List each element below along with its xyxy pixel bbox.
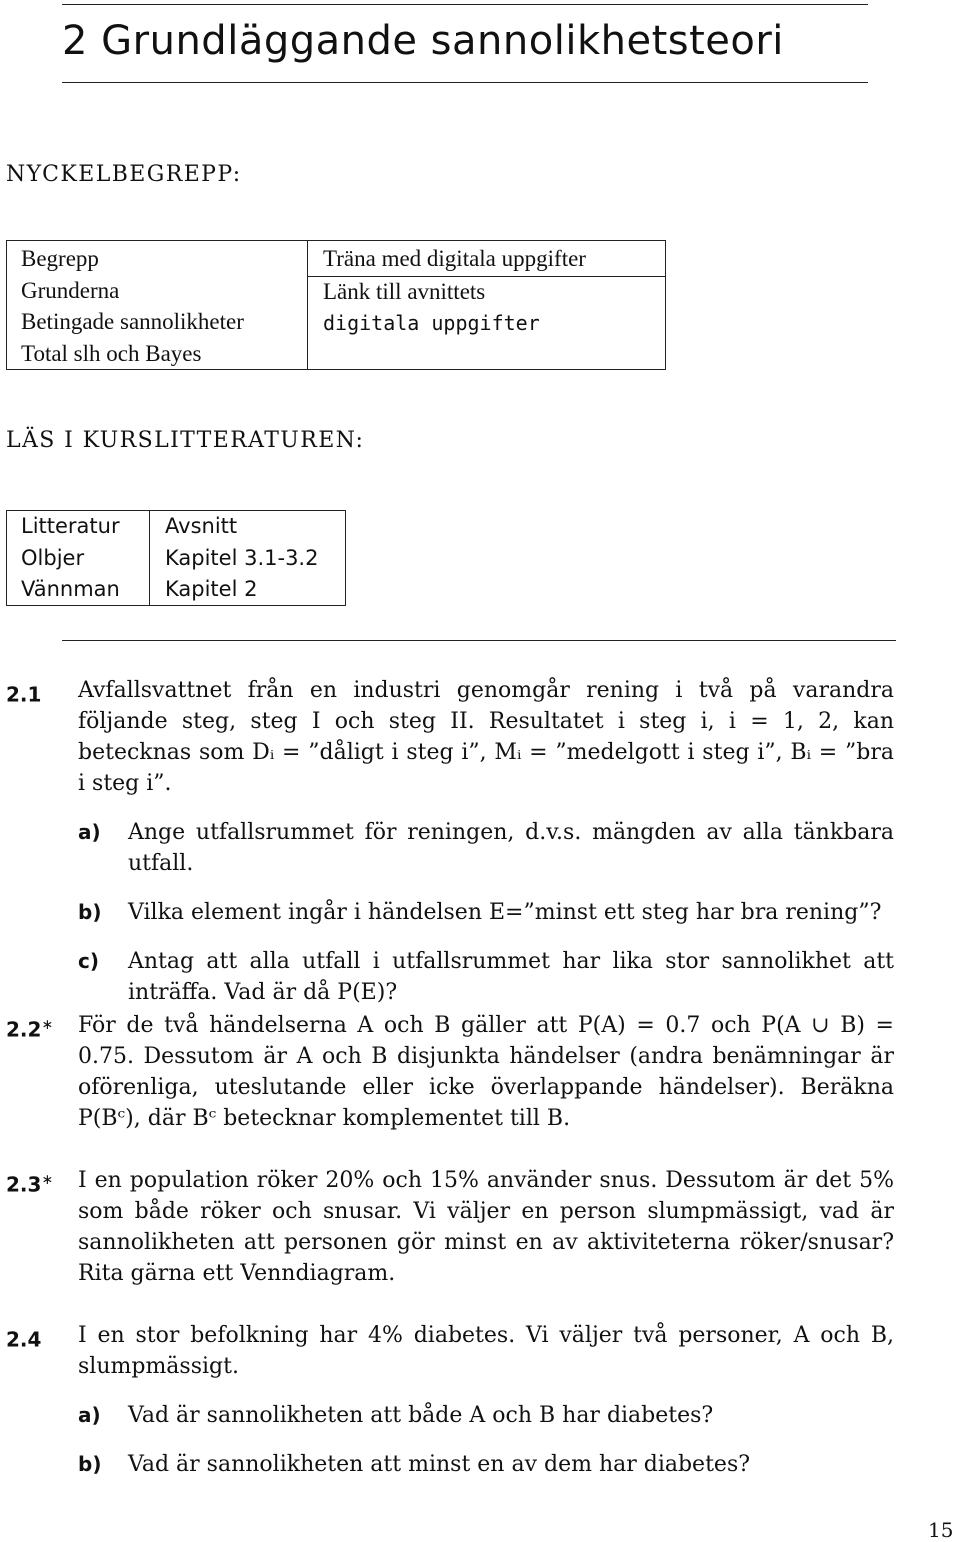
part-text: Antag att alla utfall i utfallsrummet har lika stor sannolikhet att inträffa. Vad är då P(E)? — [128, 949, 894, 1005]
part-text: Vad är sannolikheten att både A och B har diabetes? — [128, 1403, 714, 1428]
practice-label: Träna med digitala uppgifter — [323, 246, 586, 271]
table-cell-section: Kapitel 3.1-3.2 — [165, 545, 319, 570]
exercise-2-3 — [6, 1165, 894, 1289]
exercise-text: För de två händelserna A och B gäller att P(A) = 0.7 och P(A ∪ B) = 0.75. Dessutom är A och B disjunkta händelser (andra benämningar är oförenliga, uteslutande eller icke överlappande händelser). Beräkna P(Bᶜ), där Bᶜ betecknar komplementet till B. — [78, 1013, 894, 1131]
exercise-part-b — [78, 1449, 894, 1480]
practice-link[interactable]: digitala uppgifter — [323, 310, 540, 335]
exercise-text: I en stor befolkning har 4% diabetes. Vi väljer två personer, A och B, slumpmässigt. — [78, 1323, 894, 1379]
literature-heading: LÄS I KURSLITTERATUREN: — [6, 428, 365, 453]
exercise-part-c — [78, 946, 894, 1008]
table-header-litteratur: Litteratur — [21, 514, 120, 538]
exercise-2-2 — [6, 1010, 894, 1134]
exercise-text: Avfallsvattnet från en industri genomgår rening i två på varandra följande steg, steg I och steg II. Resultatet i steg i, i = 1, 2, kan betecknas som Dᵢ = ”dåligt i steg i”, Mᵢ = ”medelgott i steg i”, Bᵢ = ”bra i steg i”. — [78, 678, 894, 796]
table-header-avsnitt: Avsnitt — [165, 514, 238, 538]
part-label: a) — [78, 820, 101, 844]
part-label: b) — [78, 900, 102, 924]
part-label: b) — [78, 1452, 102, 1476]
title-rule — [62, 82, 868, 83]
literature-section-col — [165, 511, 318, 605]
exercise-part-a — [78, 1400, 894, 1431]
exercise-number: 2.3∗ — [6, 1172, 54, 1197]
exercise-text: I en population röker 20% och 15% använder snus. Dessutom är det 5% som både röker och snusar. Vi väljer en person slumpmässigt, vad är sannolikheten att personen gör minst en av aktiviteterna röker/snusar? Rita gärna ett Venndiagram. — [78, 1168, 894, 1286]
key-concepts-box — [6, 240, 666, 370]
exercise-part-a — [78, 817, 894, 879]
concept-item: Total slh och Bayes — [21, 340, 202, 366]
exercise-number: 2.1 — [6, 682, 42, 707]
part-label: c) — [78, 949, 99, 973]
concept-item: Betingade sannolikheter — [21, 309, 244, 334]
part-label: a) — [78, 1403, 101, 1427]
exercise-2-1 — [6, 675, 894, 1008]
concept-item: Begrepp — [21, 246, 99, 271]
page-number: 15 — [928, 1518, 954, 1542]
table-cell-source: Olbjer — [21, 545, 85, 570]
chapter-title: 2 Grundläggande sannolikhetsteori — [62, 18, 784, 64]
concept-list — [21, 243, 244, 369]
literature-table — [6, 510, 346, 606]
exercise-2-4 — [6, 1320, 894, 1480]
exercise-number: 2.4 — [6, 1327, 42, 1352]
table-cell-source: Vännman — [21, 577, 120, 601]
part-text: Vilka element ingår i händelsen E=”minst ett steg har bra rening”? — [128, 900, 882, 925]
practice-link-cell — [323, 276, 540, 369]
exercise-part-b — [78, 897, 894, 928]
top-rule — [62, 4, 868, 5]
concept-item: Grunderna — [21, 277, 120, 303]
section-rule — [62, 640, 896, 641]
literature-source-col — [21, 511, 120, 605]
concept-divider — [307, 241, 308, 369]
part-text: Ange utfallsrummet för reningen, d.v.s. mängden av alla tänkbara utfall. — [128, 820, 894, 876]
practice-link-line1[interactable]: Länk till avnittets — [323, 279, 486, 304]
exercise-number: 2.2∗ — [6, 1017, 54, 1042]
part-text: Vad är sannolikheten att minst en av dem har diabetes? — [128, 1452, 751, 1477]
literature-divider — [149, 511, 150, 605]
key-concepts-heading: NYCKELBEGREPP: — [6, 162, 242, 187]
table-cell-section: Kapitel 2 — [165, 577, 258, 601]
